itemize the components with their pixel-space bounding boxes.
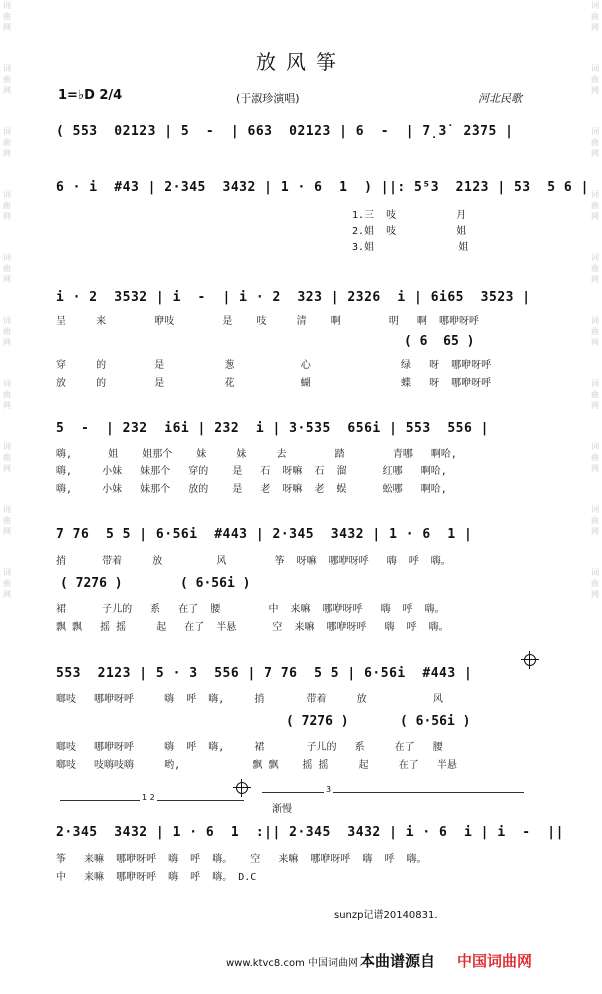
volta-bracket-1: 1 2 (60, 800, 244, 809)
staff-line-1: ( 553 02123 | 5 - | 663 02123 | 6 - | 7̣3̇ 2̇375 | (56, 124, 514, 139)
tempo-mark: 渐慢 (272, 804, 292, 815)
alt-notes: ( 6·56i ) (180, 576, 251, 591)
lyric-line: 啷吱 哪咿呀呼 嗨 呼 嗨, 裙 子儿的 系 在了 腰 (56, 742, 443, 753)
song-origin: 河北民歌 (478, 92, 522, 105)
verse-number-2: 2.姐 吱 姐 (352, 226, 467, 237)
lyric-line: 筝 来嘛 哪咿呀呼 嗨 呼 嗨。 空 来嘛 哪咿呀呼 嗨 呼 嗨。 (56, 854, 427, 865)
alt-notes: ( 6·56i ) (400, 714, 471, 729)
lyric-line: 穿 的 是 葱 心 绿 呀 哪咿呀呼 (56, 360, 492, 371)
volta-bracket-2: 3 (262, 792, 524, 801)
alt-notes: ( 6 65 ) (404, 334, 475, 349)
transcriber-credit: sunzp记谱20140831. (334, 910, 438, 921)
footer-source: 本曲谱源自 (360, 952, 436, 970)
alt-notes: ( 7276 ) (286, 714, 349, 729)
lyric-line: 嗨, 姐 姐那个 妹 妹 去 踏 青哪 啊哈, (56, 449, 457, 460)
lyric-line: 嗨, 小妹 妹那个 放的 是 老 呀嘛 老 蜈 蚣哪 啊哈, (56, 484, 447, 495)
staff-line-3: i · 2 3532 | i - | i · 2 323 | 2326 i | 6i65 3523 | (56, 290, 531, 305)
footer-brand[interactable]: 中国词曲网 (457, 952, 533, 970)
staff-line-6: 553 2123 | 5 · 3 556 | 7 76 5 5 | 6·56i #443 | (56, 666, 473, 681)
staff-line-7: 2·345 3432 | 1 · 6 1 :|| 2·345 3432 | i · 6 i | i - || (56, 825, 564, 840)
coda-sign (524, 654, 536, 666)
lyric-line: 啷吱 哪咿呀呼 嗨 呼 嗨, 捎 带着 放 风 (56, 694, 443, 705)
lyric-line: 嗨, 小妹 妹那个 穿的 是 石 呀嘛 石 溜 红哪 啊哈, (56, 466, 447, 477)
verse-number-3: 3.姐 姐 (352, 242, 469, 253)
watermark-right: 词曲网 词曲网 词曲网 词曲网 词曲网 词曲网 词曲网 词曲网 词曲网 词曲网 (591, 1, 599, 599)
verse-number-1: 1.三 吱 月 (352, 210, 467, 221)
alt-notes: ( 7276 ) (60, 576, 123, 591)
lyric-line: 飘 飘 摇 摇 起 在了 半悬 空 来嘛 哪咿呀呼 嗨 呼 嗨。 (56, 622, 449, 633)
lyric-line: 放 的 是 花 蝴 蝶 呀 哪咿呀呼 (56, 378, 492, 389)
lyric-line: 裙 子儿的 系 在了 腰 中 来嘛 哪咿呀呼 嗨 呼 嗨。 (56, 604, 445, 615)
staff-line-5: 7 76 5 5 | 6·56i #443 | 2·345 3432 | 1 · 6 1 | (56, 527, 473, 542)
lyric-line: 中 来嘛 哪咿呀呼 嗨 呼 嗨。 D.C (56, 872, 257, 883)
watermark-left: 词曲网 词曲网 词曲网 词曲网 词曲网 词曲网 词曲网 词曲网 词曲网 词曲网 (3, 1, 11, 599)
footer-site[interactable]: www.ktvc8.com 中国词曲网 (226, 958, 359, 969)
score-title: 放风筝 (256, 50, 346, 74)
lyric-line: 啷吱 吱嗨吱嗨 哟, 飘 飘 摇 摇 起 在了 半悬 (56, 760, 457, 771)
staff-line-2: 6 · i #43 | 2·345 3432 | 1 · 6 1 ) ||: 5⁵3 2123 | 53 5 6 | (56, 180, 589, 195)
singer-credit: (于淑珍演唱) (236, 92, 300, 105)
lyric-line: 呈 来 咿吱 是 吱 清 啊 明 啊 哪咿呀呼 (56, 316, 479, 327)
coda-sign (236, 782, 248, 794)
footer (226, 950, 532, 971)
key-signature: 1=♭D 2/4 (58, 88, 123, 103)
staff-line-4: 5 - | 232 i6i | 232 i | 3·535 656i | 553 556 | (56, 421, 489, 436)
lyric-line: 捎 带着 放 风 筝 呀嘛 哪咿呀呼 嗨 呼 嗨。 (56, 556, 451, 567)
